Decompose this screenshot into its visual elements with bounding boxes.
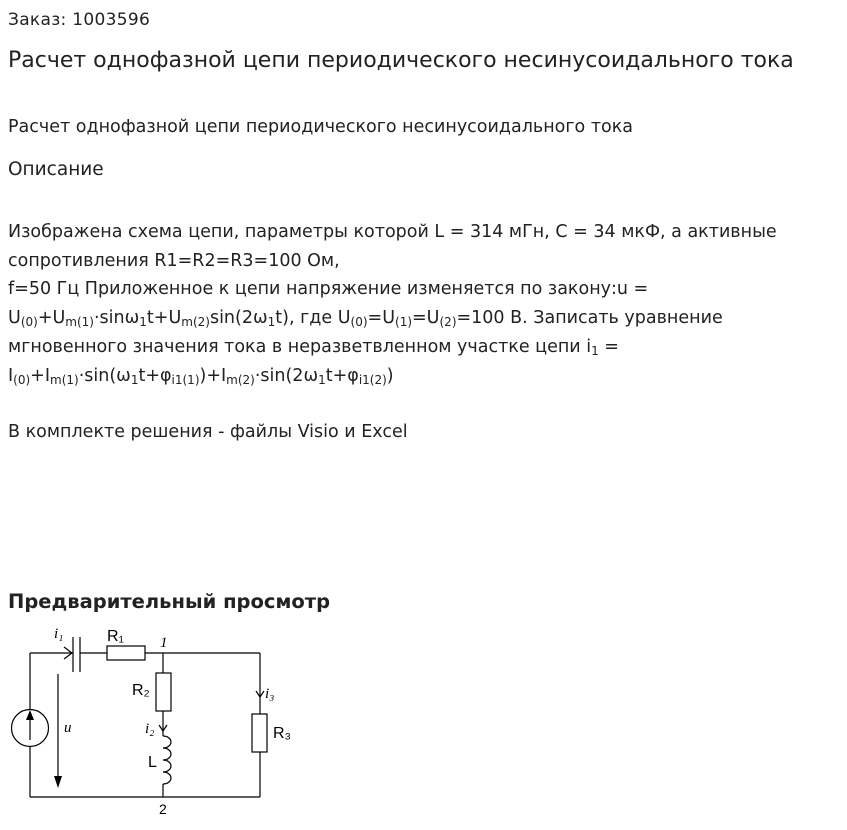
order-number: Заказ: 1003596 <box>8 10 151 30</box>
page-title: Расчет однофазной цепи периодического несинусоидального тока <box>8 48 794 73</box>
circuit-diagram <box>0 622 320 822</box>
resistor-r1 <box>107 646 145 660</box>
label-node-1: 1 <box>160 635 168 651</box>
label-i1: i₁ <box>54 626 64 642</box>
label-i2: i₂ <box>145 721 155 737</box>
preview-heading: Предварительный просмотр <box>8 590 331 613</box>
label-r3: R₃ <box>273 725 292 742</box>
voltage-arrow-icon <box>54 776 62 788</box>
source-arrow-icon <box>26 710 34 720</box>
label-node-2: 2 <box>159 801 167 817</box>
description-formula: f=50 Гц Приложенное к цепи напряжение изменяется по закону:u = $U_{(0)}+U_{m(1)}\cdot\sin\omega_1t+U_{m(2)}\sin(2\omega_1t)$, где $U_{(0)}=U_{(1)}=U_{(2)}=100$ В. Записать уравнение мгновенного значения тока в неразветвленном участке цепи $i_1$ = $I_{(0)}+I_{m(1)}\cdot\sin(\omega_1t+\varphi_{i1(1)})+I_{m(2)}\cdot\sin(2\omega_1t+\varphi_{i1(2)})$ <box>8 279 723 387</box>
resistor-r2 <box>156 673 171 711</box>
label-i3: i₃ <box>265 686 275 702</box>
label-u: u <box>64 720 72 736</box>
subtitle: Расчет однофазной цепи периодического несинусоидального тока <box>8 117 634 137</box>
resistor-r3 <box>252 714 267 752</box>
description-line-1: Изображена схема цепи, параметры которой L = 314 мГн, C = 34 мкФ, а активные сопротивления R1=R2=R3=100 Ом, <box>8 222 777 271</box>
label-l: L <box>148 754 157 771</box>
label-r2: R₂ <box>132 682 150 699</box>
description-heading: Описание <box>8 159 104 180</box>
description-body <box>8 218 828 447</box>
solution-files-note: В комплекте решения - файлы Visio и Excel <box>8 422 408 443</box>
label-r1: R₁ <box>107 628 124 645</box>
inductor-l <box>163 736 171 784</box>
